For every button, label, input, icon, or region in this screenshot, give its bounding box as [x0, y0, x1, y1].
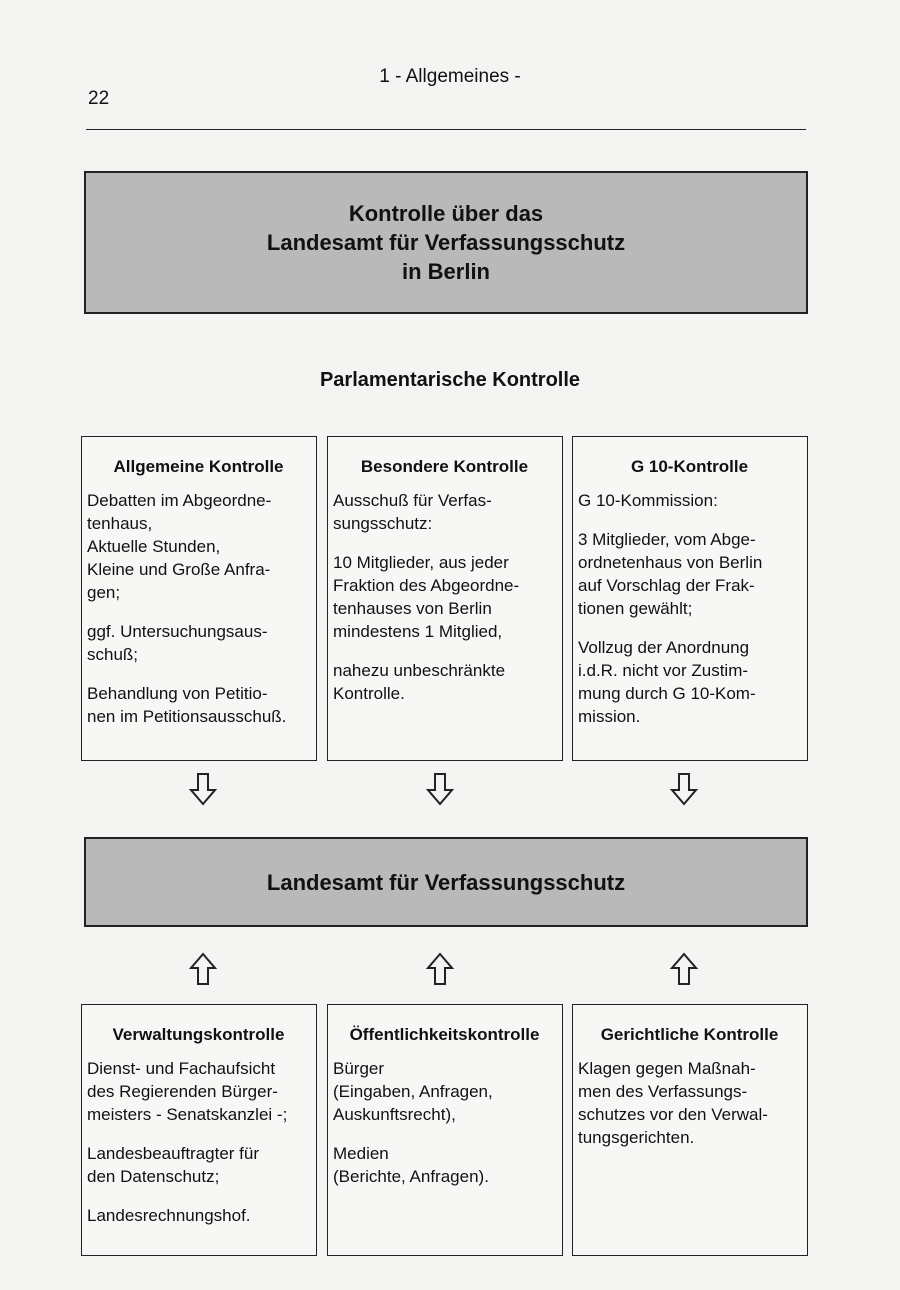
box-paragraph: Debatten im Abgeordne- tenhaus, Aktuelle Stunden, Kleine und Große Anfra- gen;	[87, 491, 272, 602]
box-paragraph: 3 Mitglieder, vom Abge- ordnetenhaus von Berlin auf Vorschlag der Frak- tionen gewählt;	[578, 530, 763, 618]
box-paragraph: nahezu unbeschränkte Kontrolle.	[333, 661, 506, 703]
arrow-down-icon	[189, 772, 217, 806]
box-paragraph: ggf. Untersuchungsaus- schuß;	[87, 622, 268, 664]
box-title: Öffentlichkeitskontrolle	[349, 1025, 540, 1044]
box-title: Gerichtliche Kontrolle	[600, 1025, 779, 1044]
box-paragraph: 10 Mitglieder, aus jeder Fraktion des Abgeordne- tenhauses von Berlin mindestens 1 Mitglied,	[333, 553, 520, 641]
page-number: 22	[88, 88, 110, 109]
title-line: Landesamt für Verfassungsschutz	[266, 230, 626, 255]
running-head: 1 - Allgemeines -	[379, 66, 521, 87]
control-box-allgemeine	[81, 436, 317, 761]
box-paragraph: Medien (Berichte, Anfragen).	[333, 1144, 489, 1186]
box-title: G 10-Kontrolle	[630, 457, 749, 476]
title-line: in Berlin	[401, 259, 490, 284]
box-paragraph: Bürger (Eingaben, Anfragen, Auskunftsrecht),	[333, 1059, 493, 1124]
arrow-down-icon	[670, 772, 698, 806]
title-box	[84, 171, 808, 314]
box-paragraph: Vollzug der Anordnung i.d.R. nicht vor Zustim- mung durch G 10-Kom- mission.	[578, 638, 756, 726]
box-title: Besondere Kontrolle	[360, 457, 529, 476]
box-title: Verwaltungskontrolle	[112, 1025, 285, 1044]
arrow-up-icon	[189, 952, 217, 986]
title-line: Kontrolle über das	[348, 201, 544, 226]
center-box	[84, 837, 808, 927]
box-paragraph: G 10-Kommission:	[578, 491, 718, 510]
box-paragraph: Ausschuß für Verfas- sungsschutz:	[333, 491, 492, 533]
box-paragraph: Behandlung von Petitio- nen im Petitionsausschuß.	[87, 684, 287, 726]
box-paragraph: Landesrechnungshof.	[87, 1206, 251, 1225]
arrow-up-icon	[670, 952, 698, 986]
header-rule	[86, 129, 806, 130]
arrow-down-icon	[426, 772, 454, 806]
control-box-g10	[572, 436, 808, 761]
center-box-label: Landesamt für Verfassungsschutz	[266, 869, 626, 895]
box-title: Allgemeine Kontrolle	[113, 457, 284, 476]
control-box-gericht	[572, 1004, 808, 1256]
box-paragraph: Landesbeauftragter für den Datenschutz;	[87, 1144, 260, 1186]
box-paragraph: Klagen gegen Maßnah- men des Verfassungs- schutzes vor den Verwal- tungsgerichten.	[578, 1059, 768, 1147]
section-heading: Parlamentarische Kontrolle	[319, 369, 581, 391]
box-paragraph: Dienst- und Fachaufsicht des Regierenden Bürger- meisters - Senatskanzlei -;	[87, 1059, 288, 1124]
control-box-oeffentlichkeit	[327, 1004, 563, 1256]
control-box-verwaltung	[81, 1004, 317, 1256]
arrow-up-icon	[426, 952, 454, 986]
control-box-besondere	[327, 436, 563, 761]
